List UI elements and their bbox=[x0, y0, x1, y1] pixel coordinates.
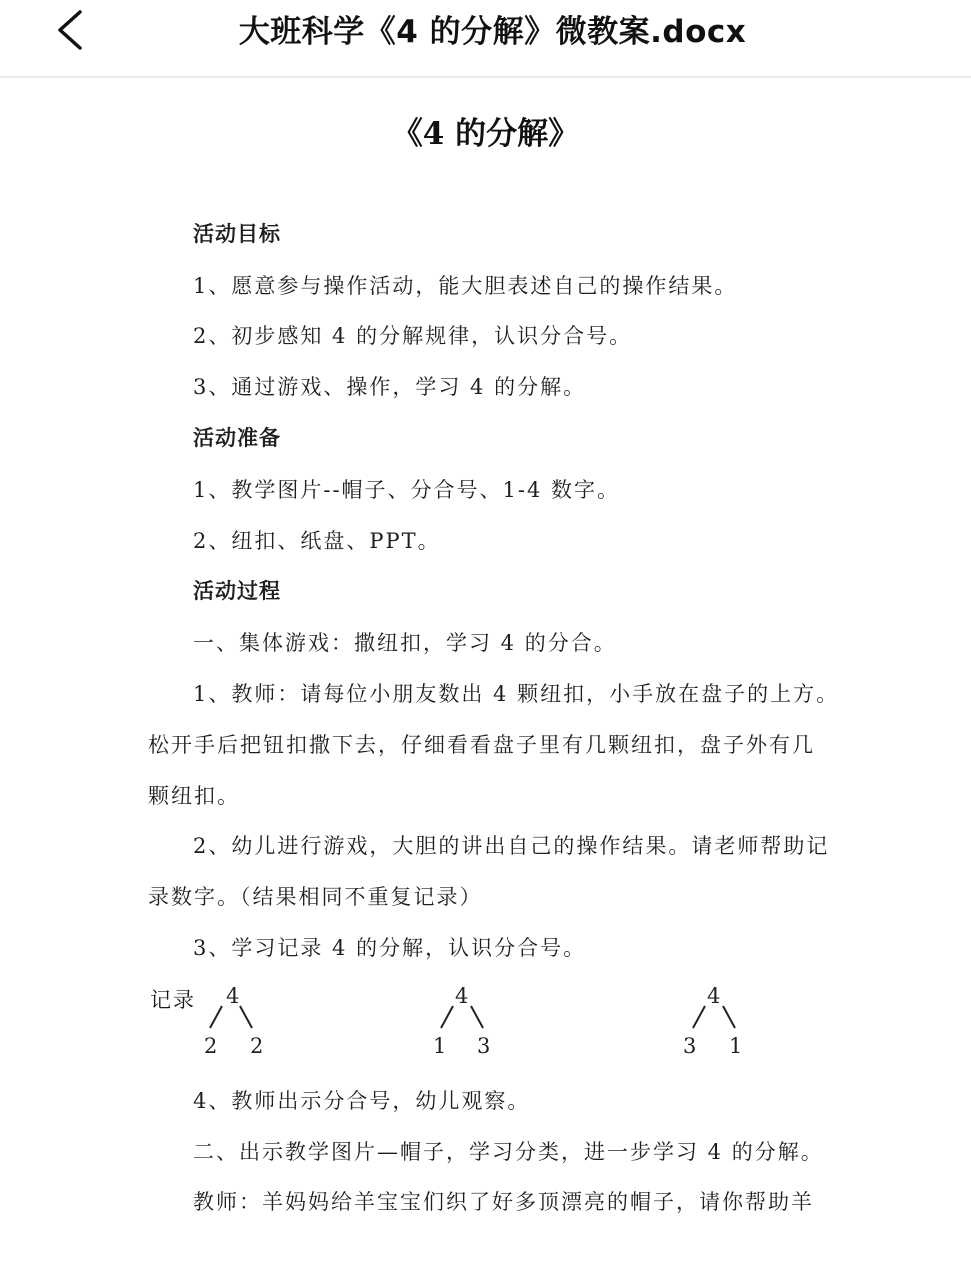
preparation-item: 2、纽扣、纸盘、PPT。 bbox=[193, 529, 441, 553]
preparation-item: 1、教学图片--帽子、分合号、1-4 数字。 bbox=[193, 478, 621, 502]
process-line: 松开手后把钮扣撒下去，仔细看看盘子里有几颗纽扣，盘子外有几 bbox=[148, 733, 815, 757]
process-line: 教师：羊妈妈给羊宝宝们织了好多顶漂亮的帽子，请你帮助羊 bbox=[193, 1190, 814, 1214]
decomposition-tree bbox=[427, 984, 507, 1064]
process-line: 颗纽扣。 bbox=[148, 784, 240, 808]
process-line: 一、集体游戏：撒纽扣，学习 4 的分合。 bbox=[193, 631, 617, 655]
part-number: 3 bbox=[477, 1034, 491, 1058]
part-number: 1 bbox=[433, 1034, 447, 1058]
whole-number: 4 bbox=[707, 984, 721, 1008]
process-line: 4、教师出示分合号，幼儿观察。 bbox=[193, 1089, 531, 1113]
top-bar bbox=[0, 0, 971, 78]
process-line: 录数字。（结果相同不重复记录） bbox=[148, 885, 483, 909]
part-number: 2 bbox=[250, 1034, 264, 1058]
decomposition-tree bbox=[679, 984, 759, 1064]
part-number: 1 bbox=[729, 1034, 743, 1058]
process-line: 3、学习记录 4 的分解，认识分合号。 bbox=[193, 936, 587, 960]
process-line: 1、教师：请每位小朋友数出 4 颗纽扣，小手放在盘子的上方。 bbox=[193, 682, 840, 706]
goal-item: 2、初步感知 4 的分解规律，认识分合号。 bbox=[193, 324, 633, 348]
whole-number: 4 bbox=[226, 984, 240, 1008]
section-heading-process: 活动过程 bbox=[193, 579, 281, 603]
section-heading-preparation: 活动准备 bbox=[193, 426, 281, 450]
part-number: 2 bbox=[204, 1034, 218, 1058]
decomposition-tree bbox=[196, 984, 276, 1064]
goal-item: 3、通过游戏、操作，学习 4 的分解。 bbox=[193, 375, 587, 399]
document-title: 《4 的分解》 bbox=[391, 116, 580, 152]
file-title: 大班科学《4 的分解》微教案.docx bbox=[238, 14, 747, 50]
section-heading-goals: 活动目标 bbox=[193, 222, 281, 246]
whole-number: 4 bbox=[455, 984, 469, 1008]
goal-item: 1、愿意参与操作活动，能大胆表述自己的操作结果。 bbox=[193, 274, 738, 298]
record-label: 记录 bbox=[150, 988, 196, 1012]
process-line: 2、幼儿进行游戏，大胆的讲出自己的操作结果。请老师帮助记 bbox=[193, 834, 830, 858]
process-line: 二、出示教学图片—帽子，学习分类，进一步学习 4 的分解。 bbox=[193, 1140, 824, 1164]
part-number: 3 bbox=[683, 1034, 697, 1058]
